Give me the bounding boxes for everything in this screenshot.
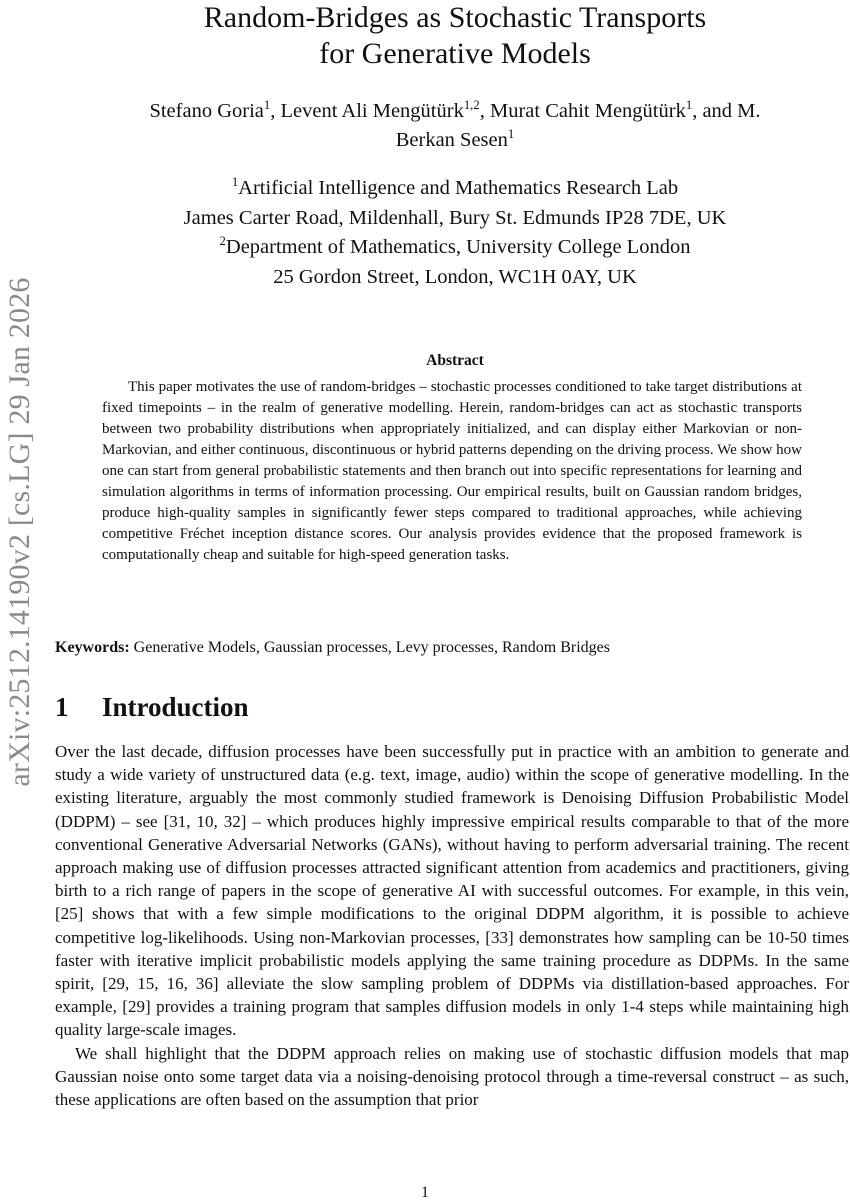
author-name: Berkan Sesen xyxy=(395,129,508,151)
paper-title xyxy=(60,0,850,72)
body-paragraph: We shall highlight that the DDPM approach relies on making use of stochastic diffusion models that map Gaussian noise onto some target data via a noising-denoising protocol through a time-reversal construct – as such, these applications are often based on the assumption that prior xyxy=(55,1043,849,1110)
affiliations xyxy=(60,174,850,292)
introduction-body xyxy=(55,740,849,1111)
author-list xyxy=(60,97,850,155)
author-affiliation-mark: 1 xyxy=(507,127,515,142)
author-separator: , and M. xyxy=(692,100,761,122)
author-name: Stefano Goria xyxy=(149,100,264,122)
title-line-1: Random-Bridges as Stochastic Transports xyxy=(203,1,707,34)
affiliation-name: Artificial Intelligence and Mathematics Research Lab xyxy=(238,177,679,199)
arxiv-identifier-stamp: arXiv:2512.14190v2 [cs.LG] 29 Jan 2026 xyxy=(3,277,36,787)
keywords xyxy=(55,637,845,659)
keywords-list: Generative Models, Gaussian processes, Levy processes, Random Bridges xyxy=(133,639,610,656)
author-affiliation-mark: 1 xyxy=(263,98,271,113)
keywords-label: Keywords: xyxy=(55,639,130,656)
affiliation-mark: 2 xyxy=(219,234,226,249)
abstract-heading: Abstract xyxy=(426,352,484,369)
affiliation-2-address: 25 Gordon Street, London, WC1H 0AY, UK xyxy=(273,265,637,288)
author-separator: , xyxy=(479,100,490,122)
affiliation-1-address: James Carter Road, Mildenhall, Bury St. Edmunds IP28 7DE, UK xyxy=(183,206,727,229)
author-name: Levent Ali Mengütürk xyxy=(280,100,464,122)
affiliation-2 xyxy=(60,233,850,263)
author-separator: , xyxy=(270,100,281,122)
author-name: Murat Cahit Mengütürk xyxy=(489,100,686,122)
author-affiliation-mark: 1,2 xyxy=(463,98,480,113)
page-number: 1 xyxy=(421,1184,429,1201)
affiliation-name: Department of Mathematics, University College London xyxy=(225,236,691,258)
affiliation-mark: 1 xyxy=(231,175,239,190)
section-heading-introduction xyxy=(55,690,845,724)
section-number: 1 xyxy=(55,692,69,722)
affiliation-1 xyxy=(60,174,850,204)
section-title: Introduction xyxy=(102,692,249,722)
author-affiliation-mark: 1 xyxy=(685,98,693,113)
body-paragraph: Over the last decade, diffusion processes have been successfully put in practice with an ambition to generate and study a wide variety of unstructured data (e.g. text, image, audio) within the scope of generative modelling. In the existing literature, arguably the most commonly studied framework is Denoising Diffusion Probabilistic Model (DDPM) – see [31, 10, 32] – which produces highly impressive empirical results comparable to that of the more conventional Generative Adversarial Networks (GANs), without having to perform adversarial training. The recent approach making use of diffusion processes attracted significant attention from academics and practitioners, giving birth to a rich range of papers in the scope of generative AI with successful outcomes. For example, in this vein, [25] shows that with a few simple modifications to the original DDPM algorithm, it is possible to achieve competitive log-likelihoods. Using non-Markovian processes, [33] demonstrates how sampling can be 10-50 times faster with iterative implicit probabilistic models applying the same training procedure as DDPMs. In the same spirit, [29, 15, 16, 36] alleviate the slow sampling problem of DDPMs via distillation-based approaches. For example, [29] provides a training program that samples diffusion models in only 1-4 steps while maintaining high quality large-scale images. xyxy=(55,742,849,1040)
title-line-2: for Generative Models xyxy=(319,37,591,70)
abstract-text: This paper motivates the use of random-bridges – stochastic processes conditioned to take target distributions at fixed timepoints – in the realm of generative modelling. Herein, random-bridges can act as stochastic transports between two probability distributions when appropriately initialized, and can display either Markovian or non-Markovian, and either continuous, discontinuous or hybrid patterns depending on the driving process. We show how one can start from general probabilistic statements and then branch out into specific representations for learning and simulation algorithms in terms of information processing. Our empirical results, built on Gaussian random bridges, produce high-quality samples in significantly fewer steps compared to traditional approaches, while achieving competitive Fréchet inception distance scores. Our analysis provides evidence that the proposed framework is computationally cheap and suitable for high-speed generation tasks. xyxy=(102,379,802,563)
